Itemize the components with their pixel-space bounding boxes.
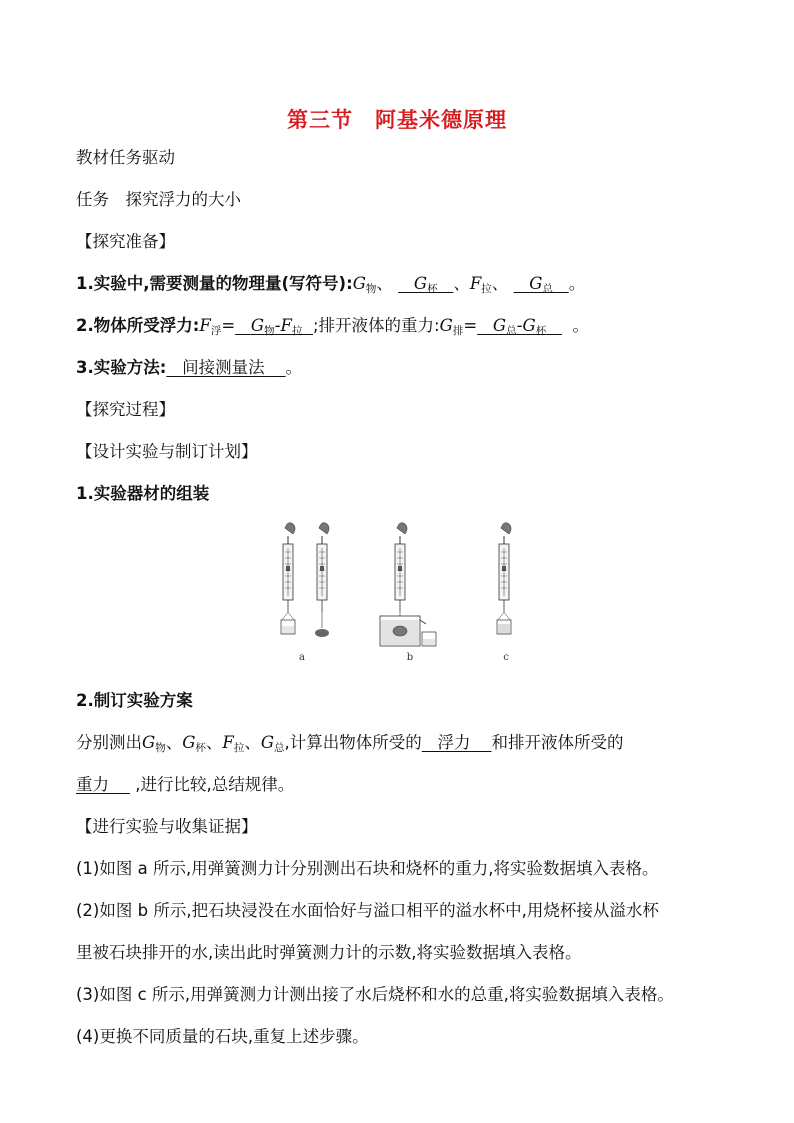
heading-equipment: 1.实验器材的组装 xyxy=(76,484,210,503)
g-sub: 总 xyxy=(274,742,285,754)
step-3: (3)如图 c 所示,用弹簧测力计测出接了水后烧杯和水的总重,将实验数据填入表格。 xyxy=(76,985,674,1004)
heading-plan: 2.制订实验方案 xyxy=(76,691,193,710)
g-sub: 总 xyxy=(542,283,553,295)
g-sub: 总 xyxy=(506,325,517,337)
plan-text: 分别测出 xyxy=(76,733,142,752)
q3-answer xyxy=(166,358,285,377)
q2-mid: ;排开液体的重力: xyxy=(313,316,440,335)
q1-answer-2 xyxy=(514,274,569,293)
f-symbol: F xyxy=(222,733,234,752)
plan-line-1 xyxy=(76,732,624,754)
separator: 、 xyxy=(453,274,470,293)
figure-label-c: c xyxy=(503,652,509,663)
plan-line-2 xyxy=(76,774,294,796)
g-symbol: G xyxy=(352,274,366,293)
scale-a2 xyxy=(315,523,329,637)
design-header: 【设计实验与制订计划】 xyxy=(76,442,258,461)
g-symbol: G xyxy=(522,316,536,335)
q1-label: 1.实验中,需要测量的物理量(写符号): xyxy=(76,274,353,293)
q2-answer-1 xyxy=(235,316,313,335)
equals: = xyxy=(221,316,236,335)
question-3 xyxy=(76,357,302,379)
f-symbol: F xyxy=(469,274,482,293)
figure-label-a: a xyxy=(299,652,305,663)
plan-answer-1-text: 浮力 xyxy=(437,733,471,752)
g-symbol: G xyxy=(250,316,265,335)
plan-answer-1 xyxy=(422,733,492,752)
plan-text: 和排开液体所受的 xyxy=(491,733,624,752)
g-symbol: G xyxy=(182,733,196,752)
period: 。 xyxy=(568,274,586,293)
q2-label: 2.物体所受浮力: xyxy=(76,316,200,335)
scale-c xyxy=(497,523,511,634)
separator: 、 xyxy=(376,274,393,293)
separator: 、 xyxy=(244,733,261,752)
question-2 xyxy=(76,315,589,337)
plan-text: ,计算出物体所受的 xyxy=(284,733,422,752)
figure-label-b: b xyxy=(406,652,414,663)
step-1: (1)如图 a 所示,用弹簧测力计分别测出石块和烧杯的重力,将实验数据填入表格。 xyxy=(76,859,659,878)
g-symbol: G xyxy=(529,274,543,293)
step-2-cont: 里被石块排开的水,读出此时弹簧测力计的示数,将实验数据填入表格。 xyxy=(76,943,582,962)
q3-answer-text: 间接测量法 xyxy=(182,358,265,377)
f-sub: 拉 xyxy=(481,283,492,295)
prep-header: 【探究准备】 xyxy=(76,232,175,251)
g-sub: 物 xyxy=(155,742,166,754)
q2-answer-2 xyxy=(477,316,562,335)
q1-answer-1 xyxy=(398,274,453,293)
experiment-figure xyxy=(262,520,552,670)
step-4: (4)更换不同质量的石块,重复上述步骤。 xyxy=(76,1027,369,1046)
separator: 、 xyxy=(491,274,509,293)
scale-b xyxy=(380,523,436,646)
g-symbol: G xyxy=(492,316,507,335)
f-sub: 拉 xyxy=(233,742,245,754)
section-label: 教材任务驱动 xyxy=(76,148,175,167)
g-symbol: G xyxy=(413,274,428,293)
f-sub: 浮 xyxy=(210,325,222,337)
f-symbol: F xyxy=(280,316,292,335)
plan-answer-2-text: 重力 xyxy=(76,775,109,794)
f-sub: 拉 xyxy=(292,325,303,337)
g-symbol: G xyxy=(439,316,453,335)
step-2: (2)如图 b 所示,把石块浸没在水面恰好与溢口相平的溢水杯中,用烧杯接从溢水杯 xyxy=(76,901,659,920)
period: 。 xyxy=(285,358,303,377)
q3-label: 3.实验方法: xyxy=(76,358,167,377)
minus: - xyxy=(274,316,281,335)
question-1 xyxy=(76,273,585,295)
g-symbol: G xyxy=(260,733,275,752)
separator: 、 xyxy=(165,733,183,752)
g-sub: 物 xyxy=(264,325,275,337)
page-title: 第三节 阿基米德原理 xyxy=(287,108,507,132)
scale-a1 xyxy=(281,523,295,634)
g-sub: 杯 xyxy=(427,283,438,295)
plan-answer-2 xyxy=(76,775,130,794)
minus: - xyxy=(516,316,523,335)
g-sub: 排 xyxy=(452,325,464,337)
g-sub: 杯 xyxy=(195,742,206,754)
g-symbol: G xyxy=(142,733,156,752)
process-header: 【探究过程】 xyxy=(76,400,175,419)
separator: 、 xyxy=(205,733,223,752)
period: 。 xyxy=(572,316,589,335)
equals: = xyxy=(463,316,478,335)
plan-text: ,进行比较,总结规律。 xyxy=(135,775,295,794)
f-symbol: F xyxy=(199,316,211,335)
g-sub: 杯 xyxy=(535,325,547,337)
task-label: 任务 探究浮力的大小 xyxy=(76,190,241,209)
g-sub: 物 xyxy=(365,283,377,295)
exp-header: 【进行实验与收集证据】 xyxy=(76,817,258,836)
